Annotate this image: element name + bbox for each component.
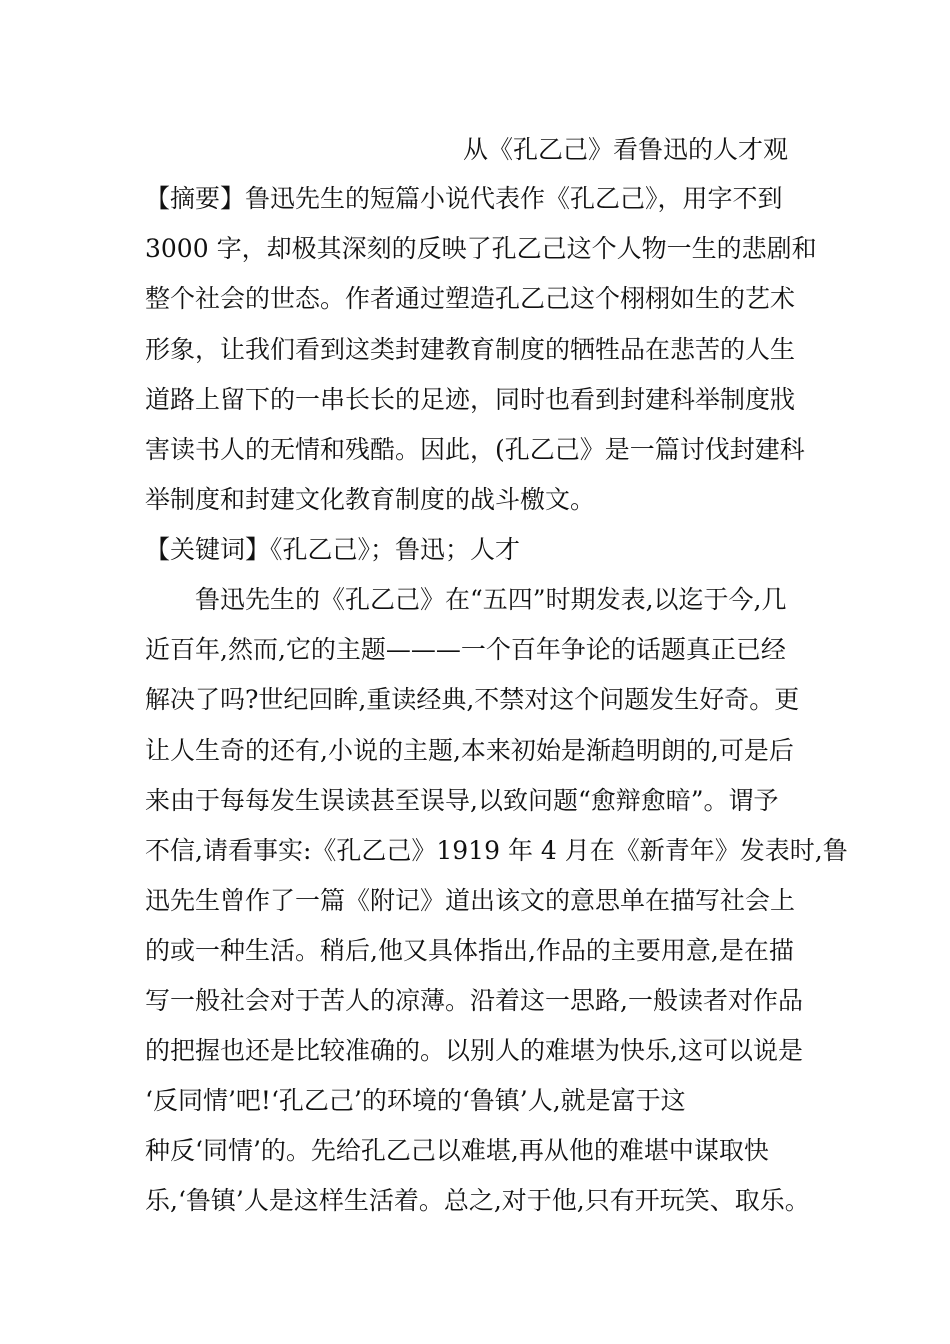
body-line: 迅先生曾作了一篇《附记》道出该文的意思单在描写社会上	[145, 886, 796, 915]
body-line: 的把握也还是比较准确的。以别人的难堪为快乐,这可以说是	[145, 1036, 803, 1065]
body-line: 来由于每每发生误读甚至误导,以致问题“愈辩愈暗”。谓予	[145, 786, 779, 815]
keywords-line: 【关键词】《孔乙己》；鲁迅；人才	[145, 535, 521, 564]
body-line: 让人生奇的还有,小说的主题,本来初始是渐趋明朗的,可是后	[145, 736, 794, 765]
abstract-line: 道路上留下的一串长长的足迹，同时也看到封建科举制度戕	[145, 385, 796, 414]
abstract-line: 害读书人的无情和残酷。因此，(孔乙己》是一篇讨伐封建科	[145, 435, 805, 464]
body-line: 鲁迅先生的《孔乙己》在“五四”时期发表,以迄于今,几	[145, 585, 787, 614]
body-line: 近百年,然而,它的主题———一个百年争论的话题真正已经	[145, 635, 786, 664]
body-line: 写一般社会对于苦人的凉薄。沿着这一思路,一般读者对作品	[145, 986, 803, 1015]
abstract-line: 形象，让我们看到这类封建教育制度的牺牲品在悲苦的人生	[145, 335, 796, 364]
body-line: 种反‘同情’的。先给孔乙己以难堪,再从他的难堪中谋取快	[145, 1136, 769, 1165]
body-line: 的或一种生活。稍后,他又具体指出,作品的主要用意,是在描	[145, 936, 794, 965]
abstract-line: 举制度和封建文化教育制度的战斗檄文。	[145, 485, 596, 514]
body-line: 解决了吗?世纪回眸,重读经典,不禁对这个问题发生好奇。更	[145, 685, 800, 714]
abstract-line: 3000 字，却极其深刻的反映了孔乙己这个人物一生的悲剧和	[145, 234, 817, 263]
abstract-line: 【摘要】鲁迅先生的短篇小说代表作《孔乙己》，用字不到	[145, 184, 783, 213]
document-title: 从《孔乙己》看鲁迅的人才观	[463, 135, 789, 164]
abstract-line: 整个社会的世态。作者通过塑造孔乙己这个栩栩如生的艺术	[145, 284, 796, 313]
body-line: ‘反同情’吧!‘孔乙己’的环境的‘鲁镇’人,就是富于这	[145, 1086, 686, 1115]
body-line: 不信,请看事实:《孔乙己》1919 年 4 月在《新青年》发表时,鲁	[145, 836, 848, 865]
body-line: 乐,‘鲁镇’人是这样生活着。总之,对于他,只有开玩笑、取乐。	[145, 1186, 810, 1215]
